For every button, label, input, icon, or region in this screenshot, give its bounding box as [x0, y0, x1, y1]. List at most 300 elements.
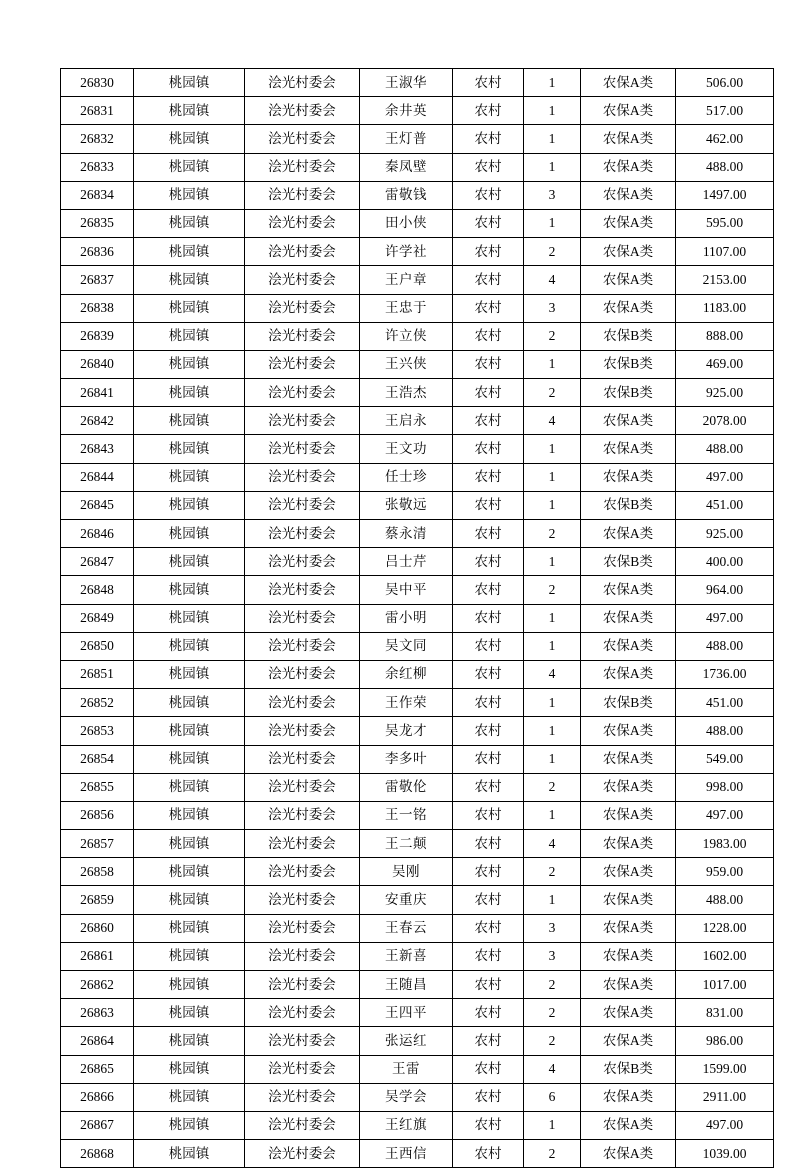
cell-category: 农保A类 — [581, 1111, 676, 1139]
cell-amount: 497.00 — [676, 463, 774, 491]
cell-town: 桃园镇 — [134, 322, 245, 350]
cell-id: 26831 — [61, 97, 134, 125]
table-row — [61, 1083, 774, 1111]
cell-name: 王灯普 — [360, 125, 453, 153]
cell-count: 2 — [524, 1140, 581, 1168]
table-row — [61, 1140, 774, 1168]
table-row — [61, 971, 774, 999]
cell-name: 许立侠 — [360, 322, 453, 350]
cell-category: 农保B类 — [581, 379, 676, 407]
cell-village: 浍光村委会 — [245, 379, 360, 407]
table-row — [61, 717, 774, 745]
cell-village: 浍光村委会 — [245, 942, 360, 970]
table-row — [61, 407, 774, 435]
cell-amount: 2911.00 — [676, 1083, 774, 1111]
cell-name: 王文功 — [360, 435, 453, 463]
cell-name: 雷敬伦 — [360, 773, 453, 801]
cell-id: 26830 — [61, 69, 134, 97]
cell-category: 农保A类 — [581, 999, 676, 1027]
cell-household-type: 农村 — [453, 322, 524, 350]
cell-town: 桃园镇 — [134, 858, 245, 886]
cell-category: 农保A类 — [581, 632, 676, 660]
cell-id: 26857 — [61, 830, 134, 858]
cell-household-type: 农村 — [453, 914, 524, 942]
cell-household-type: 农村 — [453, 153, 524, 181]
cell-amount: 400.00 — [676, 548, 774, 576]
cell-amount: 1497.00 — [676, 181, 774, 209]
cell-amount: 462.00 — [676, 125, 774, 153]
cell-count: 1 — [524, 604, 581, 632]
cell-count: 1 — [524, 153, 581, 181]
cell-name: 任士珍 — [360, 463, 453, 491]
cell-household-type: 农村 — [453, 801, 524, 829]
cell-category: 农保A类 — [581, 435, 676, 463]
cell-town: 桃园镇 — [134, 435, 245, 463]
cell-town: 桃园镇 — [134, 181, 245, 209]
cell-category: 农保A类 — [581, 914, 676, 942]
cell-name: 余井英 — [360, 97, 453, 125]
cell-amount: 2153.00 — [676, 266, 774, 294]
cell-name: 蔡永清 — [360, 520, 453, 548]
cell-village: 浍光村委会 — [245, 773, 360, 801]
cell-count: 1 — [524, 801, 581, 829]
cell-village: 浍光村委会 — [245, 69, 360, 97]
cell-household-type: 农村 — [453, 830, 524, 858]
cell-name: 王忠于 — [360, 294, 453, 322]
cell-id: 26837 — [61, 266, 134, 294]
cell-count: 2 — [524, 858, 581, 886]
table-row — [61, 858, 774, 886]
cell-count: 2 — [524, 971, 581, 999]
cell-category: 农保A类 — [581, 1140, 676, 1168]
cell-count: 4 — [524, 266, 581, 294]
cell-count: 1 — [524, 717, 581, 745]
cell-village: 浍光村委会 — [245, 181, 360, 209]
cell-name: 王一铭 — [360, 801, 453, 829]
cell-amount: 1736.00 — [676, 660, 774, 688]
cell-household-type: 农村 — [453, 1083, 524, 1111]
cell-village: 浍光村委会 — [245, 294, 360, 322]
cell-name: 王随昌 — [360, 971, 453, 999]
cell-amount: 1017.00 — [676, 971, 774, 999]
cell-count: 1 — [524, 209, 581, 237]
cell-name: 王四平 — [360, 999, 453, 1027]
cell-village: 浍光村委会 — [245, 858, 360, 886]
cell-id: 26833 — [61, 153, 134, 181]
table-row — [61, 886, 774, 914]
cell-name: 王浩杰 — [360, 379, 453, 407]
cell-name: 安重庆 — [360, 886, 453, 914]
cell-id: 26841 — [61, 379, 134, 407]
cell-household-type: 农村 — [453, 407, 524, 435]
cell-amount: 959.00 — [676, 858, 774, 886]
table-row — [61, 1055, 774, 1083]
cell-count: 1 — [524, 69, 581, 97]
cell-category: 农保A类 — [581, 266, 676, 294]
cell-town: 桃园镇 — [134, 745, 245, 773]
cell-household-type: 农村 — [453, 971, 524, 999]
cell-household-type: 农村 — [453, 125, 524, 153]
cell-id: 26832 — [61, 125, 134, 153]
cell-count: 1 — [524, 1111, 581, 1139]
table-row — [61, 801, 774, 829]
cell-village: 浍光村委会 — [245, 999, 360, 1027]
cell-village: 浍光村委会 — [245, 1055, 360, 1083]
cell-household-type: 农村 — [453, 689, 524, 717]
cell-amount: 831.00 — [676, 999, 774, 1027]
cell-name: 王雷 — [360, 1055, 453, 1083]
cell-household-type: 农村 — [453, 745, 524, 773]
cell-amount: 517.00 — [676, 97, 774, 125]
cell-name: 雷敬钱 — [360, 181, 453, 209]
cell-name: 王户章 — [360, 266, 453, 294]
cell-category: 农保A类 — [581, 1027, 676, 1055]
cell-category: 农保B类 — [581, 548, 676, 576]
cell-name: 张运红 — [360, 1027, 453, 1055]
cell-town: 桃园镇 — [134, 773, 245, 801]
cell-name: 王兴侠 — [360, 350, 453, 378]
cell-town: 桃园镇 — [134, 1140, 245, 1168]
cell-village: 浍光村委会 — [245, 1140, 360, 1168]
cell-id: 26868 — [61, 1140, 134, 1168]
cell-category: 农保A类 — [581, 830, 676, 858]
cell-id: 26853 — [61, 717, 134, 745]
cell-count: 2 — [524, 999, 581, 1027]
cell-name: 田小侠 — [360, 209, 453, 237]
cell-id: 26839 — [61, 322, 134, 350]
cell-household-type: 农村 — [453, 181, 524, 209]
cell-id: 26863 — [61, 999, 134, 1027]
cell-household-type: 农村 — [453, 238, 524, 266]
cell-amount: 488.00 — [676, 435, 774, 463]
cell-name: 王新喜 — [360, 942, 453, 970]
cell-id: 26867 — [61, 1111, 134, 1139]
cell-village: 浍光村委会 — [245, 97, 360, 125]
cell-id: 26843 — [61, 435, 134, 463]
table-row — [61, 294, 774, 322]
table-row — [61, 209, 774, 237]
cell-town: 桃园镇 — [134, 886, 245, 914]
cell-id: 26848 — [61, 576, 134, 604]
cell-household-type: 农村 — [453, 773, 524, 801]
table-row — [61, 660, 774, 688]
cell-id: 26864 — [61, 1027, 134, 1055]
cell-id: 26861 — [61, 942, 134, 970]
cell-category: 农保A类 — [581, 886, 676, 914]
table-row — [61, 181, 774, 209]
table-row — [61, 266, 774, 294]
cell-household-type: 农村 — [453, 294, 524, 322]
cell-amount: 986.00 — [676, 1027, 774, 1055]
table-row — [61, 1111, 774, 1139]
cell-household-type: 农村 — [453, 1055, 524, 1083]
cell-town: 桃园镇 — [134, 576, 245, 604]
cell-name: 吴龙才 — [360, 717, 453, 745]
cell-village: 浍光村委会 — [245, 153, 360, 181]
cell-name: 吴文同 — [360, 632, 453, 660]
cell-town: 桃园镇 — [134, 463, 245, 491]
cell-town: 桃园镇 — [134, 1083, 245, 1111]
cell-category: 农保A类 — [581, 942, 676, 970]
cell-village: 浍光村委会 — [245, 632, 360, 660]
table-body — [61, 69, 774, 1168]
cell-household-type: 农村 — [453, 209, 524, 237]
cell-count: 4 — [524, 1055, 581, 1083]
cell-town: 桃园镇 — [134, 604, 245, 632]
cell-name: 王春云 — [360, 914, 453, 942]
cell-town: 桃园镇 — [134, 632, 245, 660]
cell-category: 农保A类 — [581, 971, 676, 999]
cell-name: 王西信 — [360, 1140, 453, 1168]
cell-id: 26854 — [61, 745, 134, 773]
cell-household-type: 农村 — [453, 266, 524, 294]
cell-village: 浍光村委会 — [245, 886, 360, 914]
cell-id: 26859 — [61, 886, 134, 914]
cell-id: 26850 — [61, 632, 134, 660]
cell-category: 农保A类 — [581, 407, 676, 435]
table-row — [61, 520, 774, 548]
cell-town: 桃园镇 — [134, 266, 245, 294]
cell-category: 农保A类 — [581, 463, 676, 491]
cell-count: 3 — [524, 294, 581, 322]
cell-amount: 1228.00 — [676, 914, 774, 942]
cell-amount: 549.00 — [676, 745, 774, 773]
cell-category: 农保A类 — [581, 125, 676, 153]
cell-village: 浍光村委会 — [245, 660, 360, 688]
cell-household-type: 农村 — [453, 379, 524, 407]
cell-count: 1 — [524, 689, 581, 717]
cell-household-type: 农村 — [453, 660, 524, 688]
table-row — [61, 125, 774, 153]
cell-count: 4 — [524, 660, 581, 688]
cell-village: 浍光村委会 — [245, 463, 360, 491]
cell-count: 1 — [524, 463, 581, 491]
cell-category: 农保A类 — [581, 773, 676, 801]
cell-name: 秦凤壁 — [360, 153, 453, 181]
cell-category: 农保B类 — [581, 322, 676, 350]
cell-id: 26866 — [61, 1083, 134, 1111]
cell-category: 农保A类 — [581, 858, 676, 886]
cell-name: 吴学会 — [360, 1083, 453, 1111]
cell-id: 26856 — [61, 801, 134, 829]
cell-village: 浍光村委会 — [245, 548, 360, 576]
cell-household-type: 农村 — [453, 491, 524, 519]
cell-household-type: 农村 — [453, 350, 524, 378]
cell-category: 农保A类 — [581, 745, 676, 773]
cell-name: 李多叶 — [360, 745, 453, 773]
cell-name: 余红柳 — [360, 660, 453, 688]
cell-amount: 497.00 — [676, 801, 774, 829]
cell-household-type: 农村 — [453, 1140, 524, 1168]
cell-amount: 1183.00 — [676, 294, 774, 322]
cell-amount: 488.00 — [676, 632, 774, 660]
cell-household-type: 农村 — [453, 435, 524, 463]
cell-town: 桃园镇 — [134, 350, 245, 378]
cell-name: 许学社 — [360, 238, 453, 266]
cell-town: 桃园镇 — [134, 971, 245, 999]
cell-count: 1 — [524, 125, 581, 153]
cell-amount: 488.00 — [676, 717, 774, 745]
cell-household-type: 农村 — [453, 97, 524, 125]
table-row — [61, 1027, 774, 1055]
cell-town: 桃园镇 — [134, 1111, 245, 1139]
cell-category: 农保A类 — [581, 1083, 676, 1111]
cell-amount: 1039.00 — [676, 1140, 774, 1168]
cell-amount: 488.00 — [676, 886, 774, 914]
cell-town: 桃园镇 — [134, 520, 245, 548]
cell-household-type: 农村 — [453, 520, 524, 548]
cell-count: 3 — [524, 181, 581, 209]
cell-town: 桃园镇 — [134, 294, 245, 322]
table-row — [61, 773, 774, 801]
cell-household-type: 农村 — [453, 632, 524, 660]
cell-amount: 888.00 — [676, 322, 774, 350]
cell-category: 农保A类 — [581, 209, 676, 237]
cell-town: 桃园镇 — [134, 660, 245, 688]
cell-count: 1 — [524, 491, 581, 519]
cell-household-type: 农村 — [453, 999, 524, 1027]
cell-count: 1 — [524, 97, 581, 125]
cell-household-type: 农村 — [453, 717, 524, 745]
cell-amount: 595.00 — [676, 209, 774, 237]
cell-category: 农保A类 — [581, 520, 676, 548]
cell-town: 桃园镇 — [134, 153, 245, 181]
table-row — [61, 153, 774, 181]
cell-town: 桃园镇 — [134, 914, 245, 942]
cell-category: 农保B类 — [581, 1055, 676, 1083]
cell-id: 26849 — [61, 604, 134, 632]
cell-name: 雷小明 — [360, 604, 453, 632]
subsidy-table — [60, 68, 774, 1168]
cell-count: 1 — [524, 886, 581, 914]
cell-count: 2 — [524, 238, 581, 266]
cell-count: 2 — [524, 576, 581, 604]
table-row — [61, 97, 774, 125]
table-row — [61, 632, 774, 660]
cell-household-type: 农村 — [453, 548, 524, 576]
cell-village: 浍光村委会 — [245, 407, 360, 435]
cell-category: 农保A类 — [581, 660, 676, 688]
cell-village: 浍光村委会 — [245, 209, 360, 237]
table-row — [61, 830, 774, 858]
cell-id: 26842 — [61, 407, 134, 435]
cell-village: 浍光村委会 — [245, 435, 360, 463]
cell-village: 浍光村委会 — [245, 266, 360, 294]
cell-id: 26836 — [61, 238, 134, 266]
cell-name: 吕士芹 — [360, 548, 453, 576]
cell-town: 桃园镇 — [134, 999, 245, 1027]
cell-count: 2 — [524, 322, 581, 350]
cell-town: 桃园镇 — [134, 379, 245, 407]
cell-village: 浍光村委会 — [245, 350, 360, 378]
cell-village: 浍光村委会 — [245, 322, 360, 350]
cell-category: 农保A类 — [581, 69, 676, 97]
cell-village: 浍光村委会 — [245, 801, 360, 829]
cell-village: 浍光村委会 — [245, 1027, 360, 1055]
cell-count: 1 — [524, 548, 581, 576]
cell-town: 桃园镇 — [134, 209, 245, 237]
cell-id: 26855 — [61, 773, 134, 801]
cell-id: 26847 — [61, 548, 134, 576]
cell-amount: 488.00 — [676, 153, 774, 181]
cell-town: 桃园镇 — [134, 1055, 245, 1083]
cell-village: 浍光村委会 — [245, 125, 360, 153]
cell-village: 浍光村委会 — [245, 717, 360, 745]
table-row — [61, 491, 774, 519]
cell-id: 26838 — [61, 294, 134, 322]
table-row — [61, 322, 774, 350]
cell-amount: 1107.00 — [676, 238, 774, 266]
cell-village: 浍光村委会 — [245, 520, 360, 548]
cell-amount: 998.00 — [676, 773, 774, 801]
cell-id: 26862 — [61, 971, 134, 999]
cell-category: 农保A类 — [581, 604, 676, 632]
cell-count: 6 — [524, 1083, 581, 1111]
cell-village: 浍光村委会 — [245, 971, 360, 999]
cell-count: 3 — [524, 914, 581, 942]
cell-amount: 925.00 — [676, 379, 774, 407]
cell-count: 2 — [524, 379, 581, 407]
cell-name: 吴刚 — [360, 858, 453, 886]
cell-category: 农保A类 — [581, 576, 676, 604]
cell-name: 吴中平 — [360, 576, 453, 604]
cell-id: 26851 — [61, 660, 134, 688]
cell-household-type: 农村 — [453, 463, 524, 491]
cell-town: 桃园镇 — [134, 689, 245, 717]
cell-town: 桃园镇 — [134, 1027, 245, 1055]
cell-town: 桃园镇 — [134, 407, 245, 435]
cell-amount: 469.00 — [676, 350, 774, 378]
cell-count: 2 — [524, 520, 581, 548]
cell-village: 浍光村委会 — [245, 830, 360, 858]
table-row — [61, 350, 774, 378]
cell-id: 26834 — [61, 181, 134, 209]
table-row — [61, 745, 774, 773]
cell-amount: 964.00 — [676, 576, 774, 604]
cell-village: 浍光村委会 — [245, 1111, 360, 1139]
cell-name: 王二颠 — [360, 830, 453, 858]
cell-household-type: 农村 — [453, 1027, 524, 1055]
cell-id: 26844 — [61, 463, 134, 491]
cell-town: 桃园镇 — [134, 238, 245, 266]
cell-household-type: 农村 — [453, 886, 524, 914]
cell-village: 浍光村委会 — [245, 491, 360, 519]
cell-town: 桃园镇 — [134, 548, 245, 576]
cell-town: 桃园镇 — [134, 491, 245, 519]
cell-count: 3 — [524, 942, 581, 970]
cell-town: 桃园镇 — [134, 125, 245, 153]
table-row — [61, 379, 774, 407]
cell-household-type: 农村 — [453, 69, 524, 97]
table-row — [61, 69, 774, 97]
table-row — [61, 999, 774, 1027]
table-row — [61, 548, 774, 576]
table-row — [61, 576, 774, 604]
cell-id: 26845 — [61, 491, 134, 519]
cell-category: 农保A类 — [581, 181, 676, 209]
cell-id: 26865 — [61, 1055, 134, 1083]
cell-village: 浍光村委会 — [245, 238, 360, 266]
cell-name: 张敬远 — [360, 491, 453, 519]
cell-household-type: 农村 — [453, 858, 524, 886]
cell-village: 浍光村委会 — [245, 604, 360, 632]
cell-name: 王启永 — [360, 407, 453, 435]
cell-household-type: 农村 — [453, 1111, 524, 1139]
cell-count: 2 — [524, 773, 581, 801]
cell-town: 桃园镇 — [134, 942, 245, 970]
cell-amount: 2078.00 — [676, 407, 774, 435]
table-row — [61, 914, 774, 942]
